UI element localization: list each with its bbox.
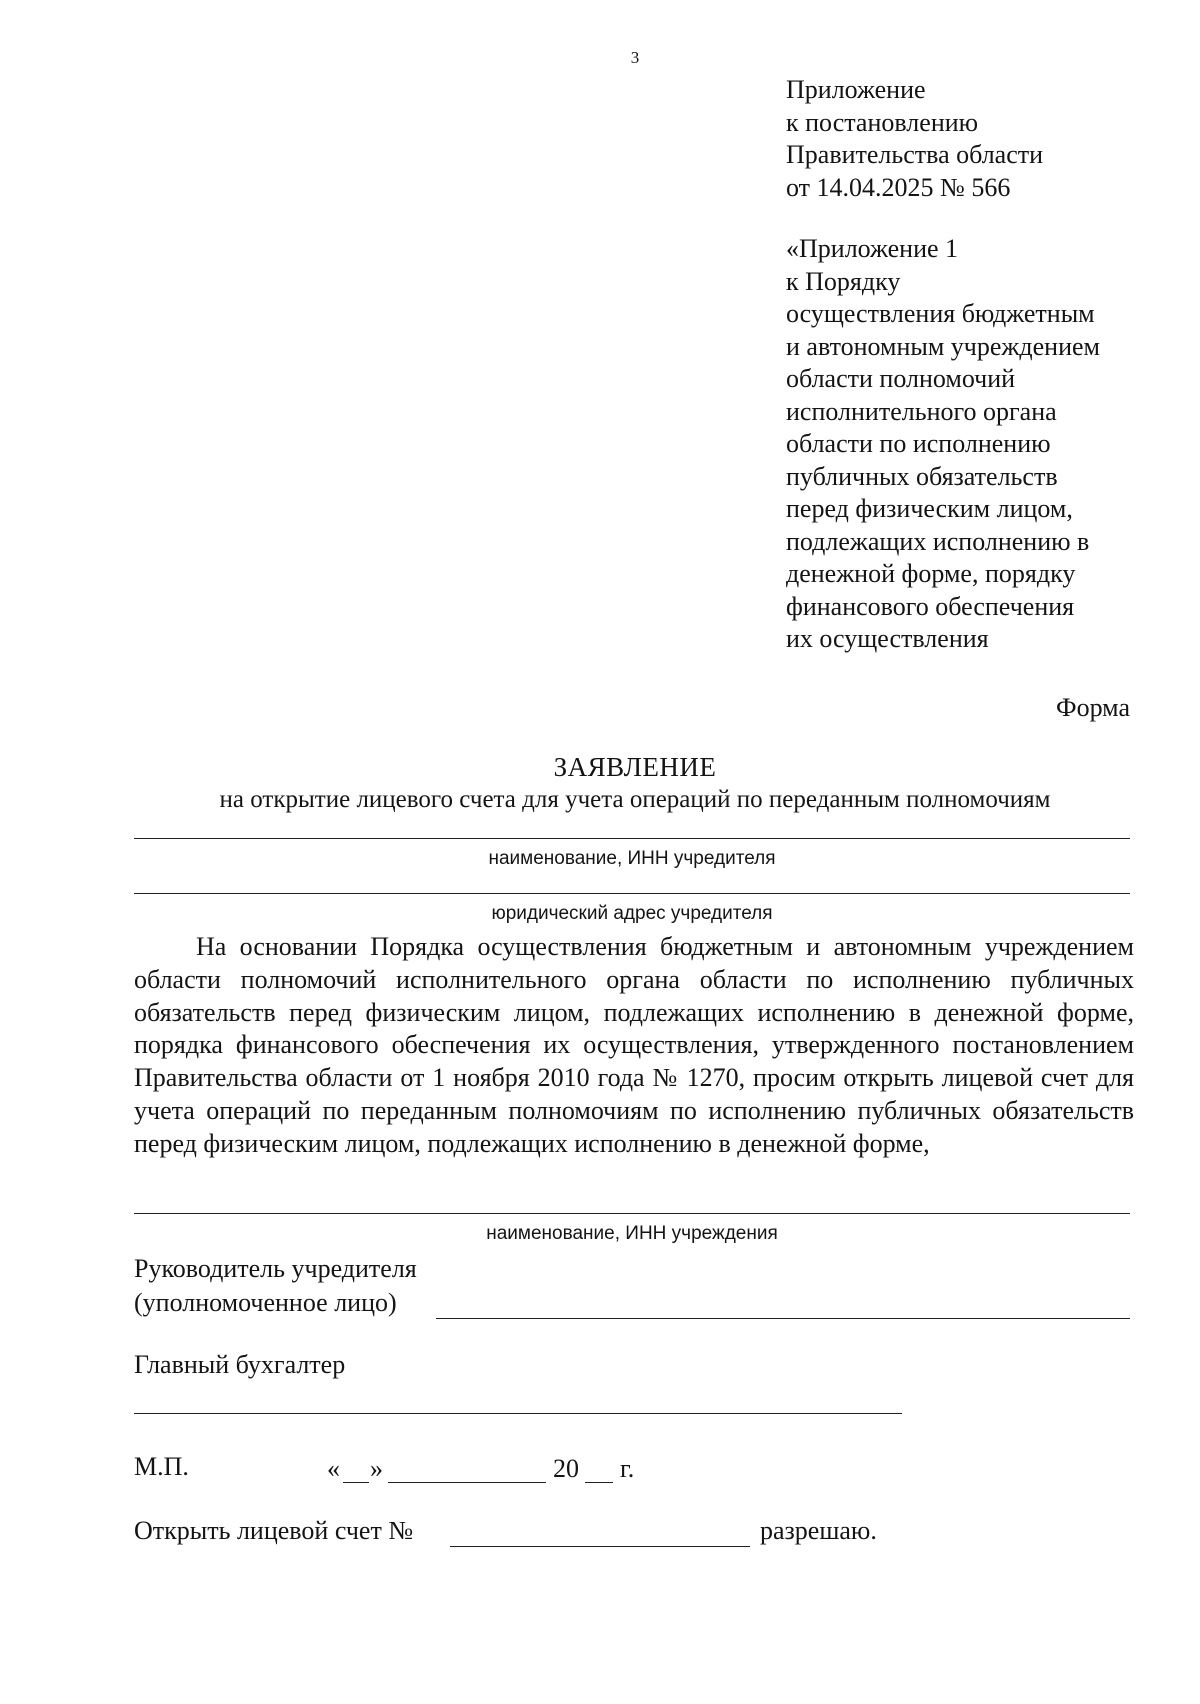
institution-name-caption: наименование, ИНН учреждения <box>486 1223 778 1244</box>
appendix-reference-line: и автономным учреждением <box>786 331 1100 361</box>
date-month-field[interactable] <box>388 1482 546 1483</box>
appendix-reference-line: финансового обеспечения <box>786 591 1075 621</box>
founder-address-caption: юридический адрес учредителя <box>491 903 773 924</box>
appendix-reference-line: перед физическим лицом, <box>786 494 1073 523</box>
head-label-line1: Руководитель учредителя <box>134 1254 417 1283</box>
account-number-field[interactable] <box>450 1546 750 1547</box>
appendix-header-line: Приложение <box>786 75 926 104</box>
appendix-reference-line: области полномочий <box>786 364 1016 393</box>
open-account-prefix: Открыть лицевой счет № <box>134 1516 414 1545</box>
appendix-reference <box>786 233 1186 656</box>
date-open-quote: « <box>327 1454 340 1483</box>
founder-address-field[interactable] <box>134 893 1130 894</box>
page-number: 3 <box>630 48 640 67</box>
appendix-reference-line: области по исполнению <box>786 429 1051 458</box>
chief-accountant-signature-field[interactable] <box>134 1413 902 1414</box>
open-account-suffix: разрешаю. <box>760 1516 877 1545</box>
appendix-reference-line: денежной форме, порядку <box>786 559 1076 588</box>
appendix-reference-line: их осуществления <box>786 624 989 653</box>
form-label: Форма <box>1056 693 1130 722</box>
date-year-field[interactable] <box>585 1482 613 1483</box>
founder-name-field[interactable] <box>134 838 1130 839</box>
date-year-prefix: 20 <box>553 1454 579 1483</box>
date-close-quote: » <box>370 1454 383 1483</box>
appendix-header-line: к постановлению <box>786 107 979 137</box>
appendix-reference-line: осуществления бюджетным <box>786 299 1095 328</box>
institution-name-field[interactable] <box>134 1213 1130 1214</box>
document-subtitle: на открытие лицевого счета для учета операций по переданным полномочиям <box>219 786 1051 813</box>
appendix-header-line: от 14.04.2025 № 566 <box>786 172 1011 202</box>
appendix-reference-line: публичных обязательств <box>786 461 1058 491</box>
founder-name-caption: наименование, ИНН учредителя <box>488 848 776 869</box>
head-signature-field[interactable] <box>436 1318 1130 1319</box>
appendix-reference-line: к Порядку <box>786 266 901 296</box>
appendix-reference-line: подлежащих исполнению в <box>786 526 1090 556</box>
date-year-suffix: г. <box>620 1454 635 1483</box>
head-label-line2: (уполномоченное лицо) <box>134 1288 397 1317</box>
appendix-header-line: Правительства области <box>786 140 1044 169</box>
body-paragraph: На основании Порядка осуществления бюджетным и автономным учреждением области полномочий исполнительного органа области по исполнению публичных обязательств перед физическим лицом, подлежащих исполнению в денежной форме, порядка финансового обеспечения их осуществления, утвержденного постановлением Правительства области от 1 ноября 2010 года № 1270, просим открыть лицевой счет для учета операций по переданным полномочиям по исполнению публичных обязательств перед физическим лицом, подлежащих исполнению в денежной форме, <box>134 932 1134 1158</box>
appendix-reference-line: «Приложение 1 <box>786 234 959 263</box>
document-title: ЗАЯВЛЕНИЕ <box>553 752 717 782</box>
appendix-header <box>786 74 1186 204</box>
stamp-label: М.П. <box>134 1452 189 1481</box>
date-day-field[interactable] <box>343 1482 369 1483</box>
appendix-reference-line: исполнительного органа <box>786 396 1057 426</box>
chief-accountant-label: Главный бухгалтер <box>134 1350 346 1379</box>
